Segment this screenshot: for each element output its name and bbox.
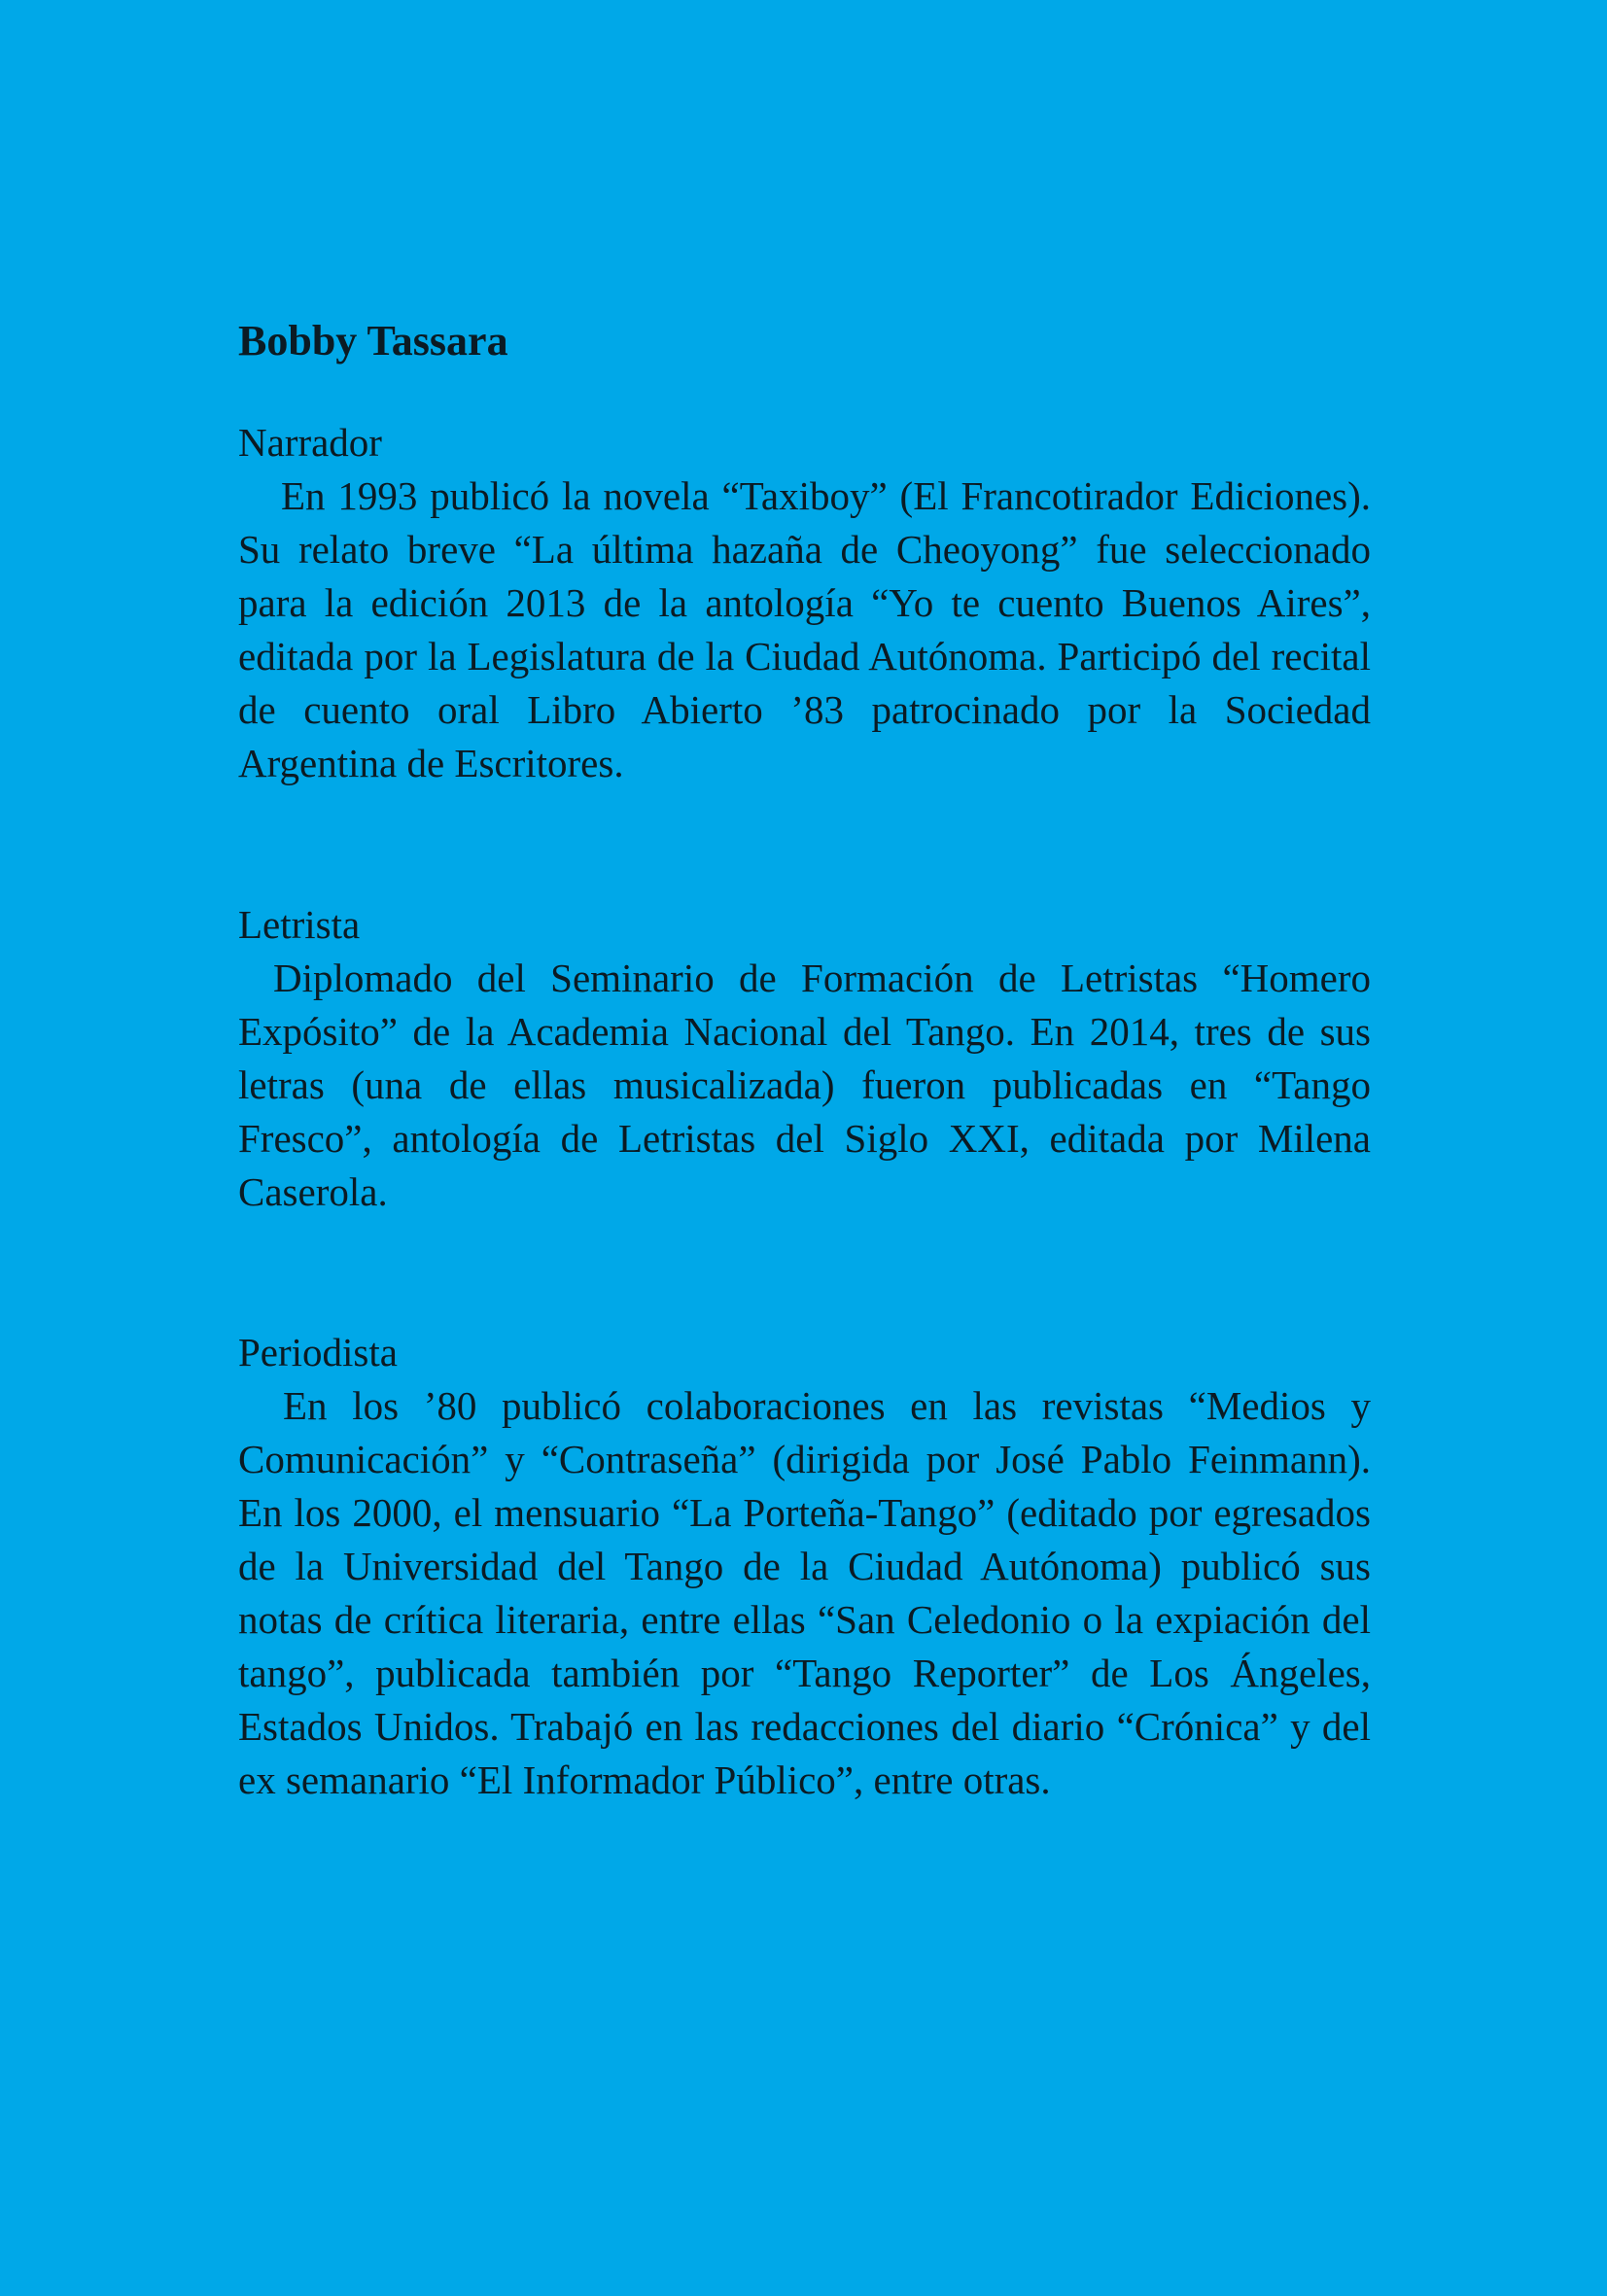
section-periodista: [238, 1326, 1371, 1807]
section-heading-letrista: Letrista: [238, 902, 361, 947]
section-heading-periodista: Periodista: [238, 1330, 398, 1374]
section-narrador: [238, 416, 1371, 790]
section-body-letrista: Diplomado del Seminario de Formación de Letristas “Homero Expósito” de la Academia Nacional del Tango. En 2014, tres de sus letras (una de ellas musicalizada) fueron publicadas en “Tango Fresco”, antología de Letristas del Siglo XXI, editada por Milena Caserola.: [238, 956, 1371, 1214]
section-body-periodista: En los ’80 publicó colaboraciones en las revistas “Medios y Comunicación” y “Contraseña” (dirigida por José Pablo Feinmann). En los 2000, el mensuario “La Porteña-Tango” (editado por egresados de la Universidad del Tango de la Ciudad Autónoma) publicó sus notas de crítica literaria, entre ellas “San Celedonio o la expiación del tango”, publicada también por “Tango Reporter” de Los Ángeles, Estados Unidos. Trabajó en las redacciones del diario “Crónica” y del ex semanario “El Informador Público”, entre otras.: [238, 1383, 1371, 1802]
author-name: Bobby Tassara: [238, 317, 508, 365]
section-body-narrador: En 1993 publicó la novela “Taxiboy” (El Francotirador Ediciones). Su relato breve “La última hazaña de Cheoyong” fue seleccionado para la edición 2013 de la antología “Yo te cuento Buenos Aires”, editada por la Legislatura de la Ciudad Autónoma. Participó del recital de cuento oral Libro Abierto ’83 patrocinado por la Sociedad Argentina de Escritores.: [238, 473, 1371, 785]
section-heading-narrador: Narrador: [238, 420, 382, 465]
section-letrista: [238, 898, 1371, 1219]
